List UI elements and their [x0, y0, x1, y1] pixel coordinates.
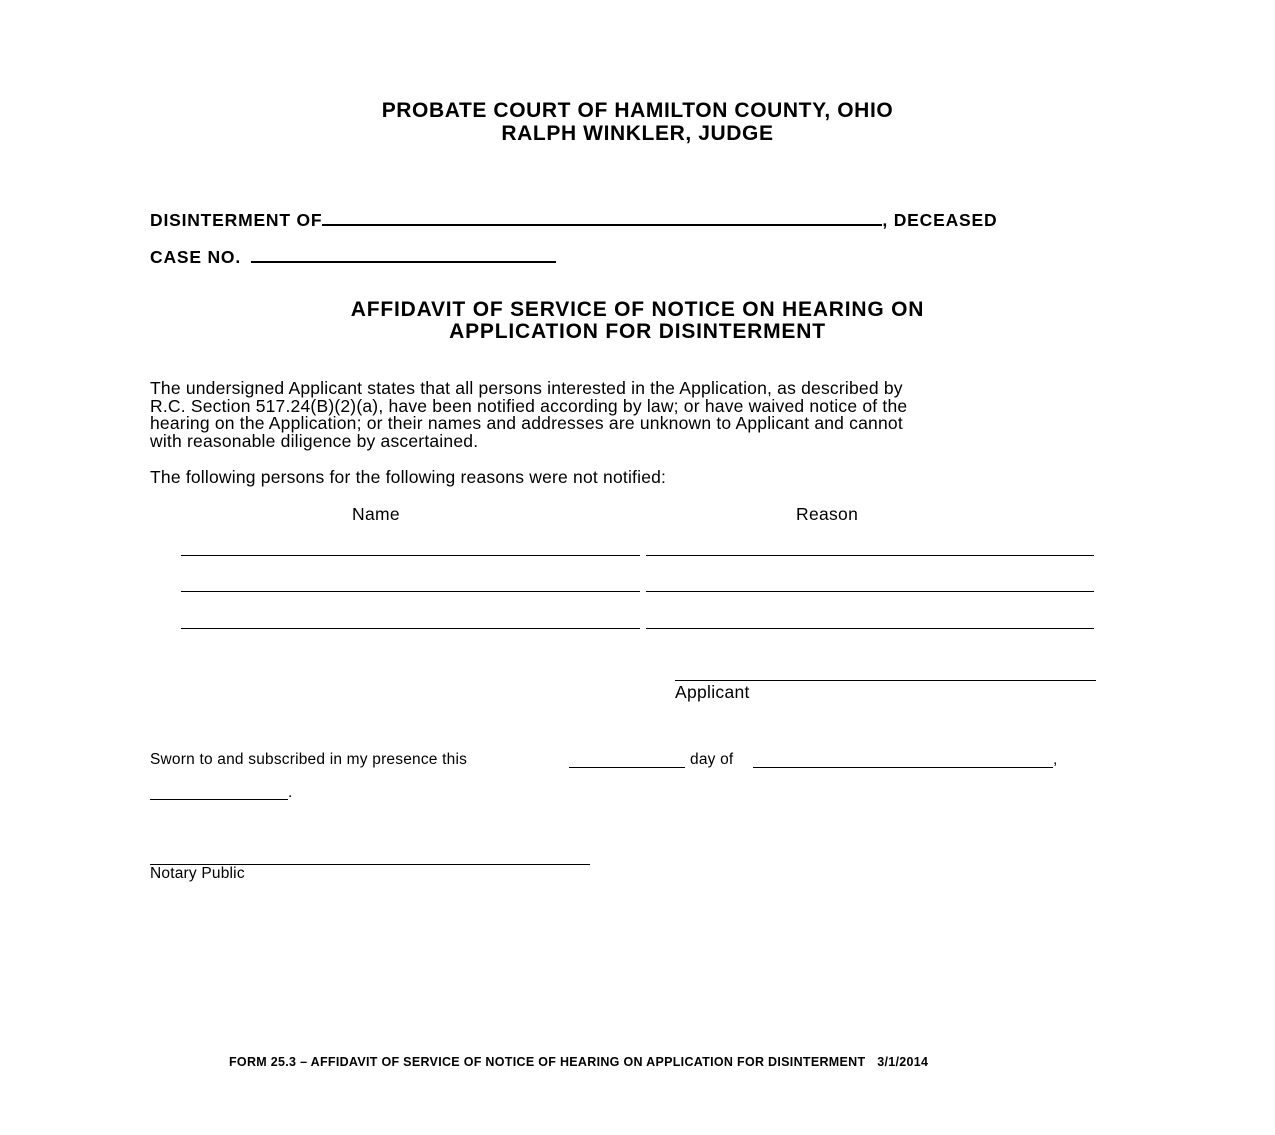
- month-comma: ,: [1053, 751, 1058, 768]
- day-of-label: day of: [690, 751, 734, 768]
- sworn-statement: Sworn to and subscribed in my presence this: [150, 751, 468, 768]
- name-field-row-1[interactable]: [181, 555, 640, 556]
- reason-field-row-1[interactable]: [646, 555, 1094, 556]
- year-field[interactable]: [150, 799, 288, 800]
- reason-field-row-2[interactable]: [646, 591, 1094, 592]
- reason-field-row-3[interactable]: [646, 628, 1094, 629]
- form-title-line-1: AFFIDAVIT OF SERVICE OF NOTICE ON HEARING ON: [350, 298, 925, 321]
- not-notified-statement: The following persons for the following reasons were not notified:: [150, 467, 667, 487]
- statement-paragraph: [150, 380, 1120, 450]
- case-number-label: CASE NO.: [150, 247, 241, 267]
- disinterment-label: DISINTERMENT OF: [150, 210, 323, 230]
- court-name: PROBATE COURT OF HAMILTON COUNTY, OHIO: [381, 99, 894, 122]
- statement-line: R.C. Section 517.24(B)(2)(a), have been notified according by law; or have waived notice of the: [150, 395, 908, 416]
- name-column-header: Name: [352, 504, 400, 524]
- decedent-name-field[interactable]: [322, 206, 882, 226]
- statement-line: The undersigned Applicant states that all persons interested in the Application, as described by: [150, 378, 903, 398]
- applicant-signature-field[interactable]: [675, 680, 1096, 681]
- deceased-label: , DECEASED: [882, 210, 998, 230]
- name-field-row-3[interactable]: [181, 628, 640, 629]
- name-field-row-2[interactable]: [181, 591, 640, 592]
- form-footer: [229, 1055, 928, 1069]
- applicant-label: Applicant: [675, 682, 750, 702]
- case-number-field[interactable]: [251, 243, 556, 263]
- reason-column-header: Reason: [796, 504, 859, 524]
- statement-line: with reasonable diligence by ascertained.: [150, 430, 479, 451]
- form-footer-text: FORM 25.3 – AFFIDAVIT OF SERVICE OF NOTICE OF HEARING ON APPLICATION FOR DISINTERMENT: [229, 1055, 866, 1069]
- year-period: .: [288, 784, 293, 801]
- notary-public-label: Notary Public: [150, 865, 245, 882]
- month-field[interactable]: [753, 767, 1053, 768]
- form-date: 3/1/2014: [877, 1055, 929, 1069]
- case-number-line: [150, 243, 556, 268]
- statement-line: hearing on the Application; or their names and addresses are unknown to Applicant and cannot: [150, 413, 903, 433]
- judge-name: RALPH WINKLER, JUDGE: [501, 122, 774, 145]
- day-field[interactable]: [569, 767, 685, 768]
- form-title-line-2: APPLICATION FOR DISINTERMENT: [449, 320, 826, 343]
- disinterment-line: [150, 206, 997, 231]
